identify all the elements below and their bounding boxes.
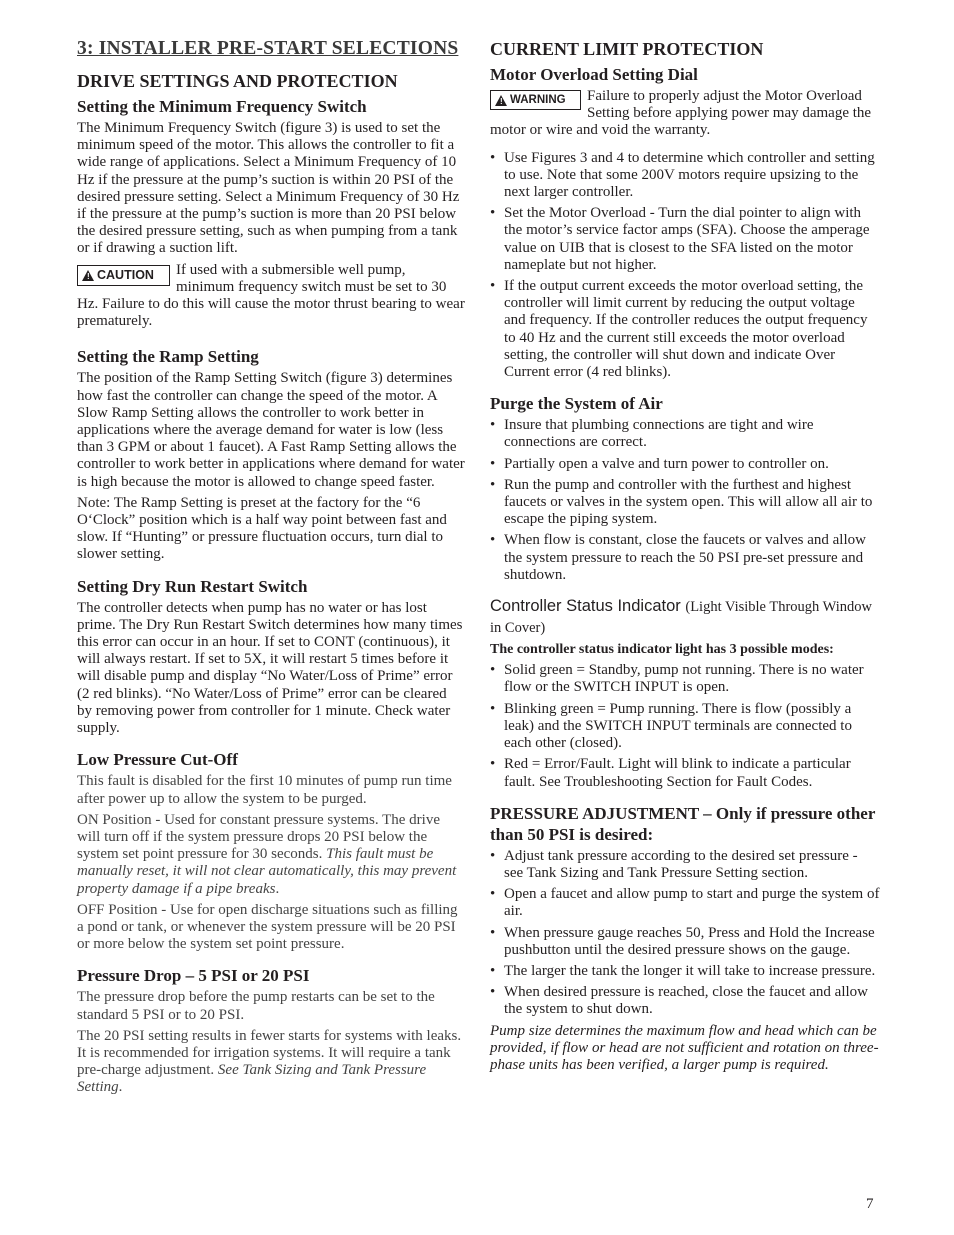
dry-run-heading: Setting Dry Run Restart Switch — [77, 576, 308, 596]
list-item: • Insure that plumbing connections are tight and wire connections are correct. — [490, 417, 814, 451]
min-frequency-heading: Setting the Minimum Frequency Switch — [77, 97, 367, 116]
caution-text: If used with a submersible well pump, minimum frequency switch must be set to 30 Hz. Failure to do this will cause the motor thrust bearing to wear prematurely. — [77, 261, 465, 330]
low-pressure-p1: This fault is disabled for the first 10 minutes of pump run time after power up to allow the system to be purged. — [77, 773, 452, 807]
low-pressure-heading: Low Pressure Cut-Off — [77, 750, 238, 770]
list-item: • Use Figures 3 and 4 to determine which controller and setting to use. Note that some 200V motors require upsizing to the next larger controller. — [490, 149, 875, 201]
low-pressure-p2-end: . — [275, 880, 280, 897]
caution-badge — [77, 265, 170, 286]
list-item: • Run the pump and controller with the furthest and highest faucets or valves in the system open. This will allow all air to escape the piping system. — [490, 476, 873, 528]
right-column — [490, 38, 880, 1078]
list-item: • The larger the tank the longer it will take to increase pressure. — [490, 962, 876, 979]
pressure-adjustment-list — [490, 848, 880, 1019]
status-lead: The controller status indicator light has 3 possible modes: — [490, 642, 834, 658]
pressure-adjustment-heading: PRESSURE ADJUSTMENT – Only if pressure other than 50 PSI is desired: — [490, 803, 876, 844]
pressure-drop-p2 — [77, 1028, 465, 1097]
status-heading-text: Controller Status Indicator — [490, 597, 681, 616]
min-frequency-body: The Minimum Frequency Switch (figure 3) is used to set the minimum speed of the motor. This allows the controller to fit a wide range of applications. Select a Minimum Frequency of 10 Hz if the pressure at the pump’s suction is within 20 PSI of the desired pressure setting. Select a Minimum Frequency of 30 Hz if the pressure at the pump’s suction is more than 20 PSI below the desired pressure setting, such as when pumping from a tank or if drawing a suction lift. — [77, 120, 460, 257]
drive-settings-heading: DRIVE SETTINGS AND PROTECTION — [77, 71, 398, 91]
list-item: • When pressure gauge reaches 50, Press and Hold the Increase pushbutton until the desired pressure shows on the gauge. — [490, 924, 875, 958]
list-item: • When flow is constant, close the faucets or valves and allow the system pressure to reach the 50 PSI pre-set pressure and shutdown. — [490, 532, 866, 583]
list-item: • Partially open a valve and turn power to controller on. — [490, 455, 829, 472]
pressure-drop-p2-end: . — [118, 1079, 123, 1096]
low-pressure-p3: OFF Position - Use for open discharge situations such as filling a pond or tank, or whenever the system pressure will be 20 PSI or more below the system set point pressure. — [77, 901, 458, 953]
low-pressure-p2 — [77, 812, 465, 898]
warning-triangle-icon: ! — [82, 270, 94, 281]
purge-heading: Purge the System of Air — [490, 394, 663, 414]
status-heading-sub: (Light Visible Through Window in Cover) — [490, 599, 872, 637]
warning-text: Failure to properly adjust the Motor Overload Setting before applying power may damage the motor or wire and void the warranty. — [490, 88, 872, 139]
pressure-drop-p2-italic: See Tank Sizing and Tank Pressure Setting — [77, 1062, 427, 1096]
warning-block — [490, 88, 880, 144]
pressure-drop-p2-text: The 20 PSI setting results in fewer starts for systems with leaks. It is recommended for irrigation systems. It will require a tank pre-charge adjustment. — [77, 1027, 462, 1079]
status-heading — [490, 596, 880, 638]
status-list — [490, 662, 880, 790]
warning-label: WARNING — [510, 94, 566, 106]
list-item: • Open a faucet and allow pump to start and purge the system of air. — [490, 886, 880, 920]
purge-list — [490, 417, 880, 584]
warning-triangle-icon: ! — [495, 95, 507, 106]
list-item: • Blinking green = Pump running. There is flow (possibly a leak) and the SWITCH INPUT terminals are connected to each other (closed). — [490, 700, 852, 752]
section-title: 3: INSTALLER PRE-START SELECTIONS — [77, 38, 459, 59]
current-limit-heading: CURRENT LIMIT PROTECTION — [490, 39, 764, 59]
caution-block — [77, 262, 465, 335]
pump-size-note: Pump size determines the maximum flow and head which can be provided, if flow or head are not sufficient and rotation on three-phase units has been verified, a larger pump is required. — [490, 1022, 879, 1073]
pressure-drop-heading: Pressure Drop – 5 PSI or 20 PSI — [77, 966, 310, 986]
list-item: • Solid green = Standby, pump not running. There is no water flow or the SWITCH INPUT is open. — [490, 662, 864, 696]
page-number: 7 — [866, 1196, 874, 1212]
list-item: • If the output current exceeds the motor overload setting, the controller will limit current by reducing the output voltage and frequency. If the controller reduces the output frequency to 40 Hz and the current still exceeds the motor overload setting, the controller will shut down and indicate Over Current error (4 red blinks). — [490, 278, 868, 381]
low-pressure-p2-italic: This fault must be manually reset, it will not clear automatically, this may prevent property damage if a pipe breaks — [77, 846, 457, 897]
list-item: • Adjust tank pressure according to the desired set pressure - see Tank Sizing and Tank Pressure Setting section. — [490, 847, 858, 881]
list-item: • Red = Error/Fault. Light will blink to indicate a particular fault. See Troubleshooting Section for Fault Codes. — [490, 756, 851, 790]
motor-overload-heading: Motor Overload Setting Dial — [490, 65, 698, 84]
low-pressure-p2-text: ON Position - Used for constant pressure systems. The drive will turn off if the system pressure drops 20 PSI below the system set point pressure for 30 seconds. — [77, 811, 441, 863]
pressure-drop-p1: The pressure drop before the pump restarts can be set to the standard 5 PSI or to 20 PSI. — [77, 989, 435, 1023]
ramp-heading: Setting the Ramp Setting — [77, 347, 259, 367]
list-item: • Set the Motor Overload - Turn the dial pointer to align with the motor’s service factor amps (SFA). Choose the amperage value on UIB that is closest to the SFA listed on the motor nameplate but not higher. — [490, 205, 870, 273]
overload-list — [490, 150, 880, 382]
warning-badge — [490, 90, 581, 110]
ramp-body: The position of the Ramp Setting Switch (figure 3) determines how fast the controller can change the speed of the motor. A Slow Ramp Setting allows the controller to work better in applications where the average demand for water is low (less than 3 GPM or about 1 faucet). A Fast Ramp Setting allows the controller to work better in applications where demand for water is high because the motor is allowed to change speed faster. — [77, 370, 465, 490]
caution-label: CAUTION — [97, 268, 154, 283]
list-item: • When desired pressure is reached, close the faucet and allow the system to shut down. — [490, 984, 869, 1018]
ramp-note: Note: The Ramp Setting is preset at the factory for the “6 O‘Clock” position which is a half way point between fast and slow. If “Hunting” or pressure fluctuation occurs, turn dial to slower setting. — [77, 494, 447, 563]
dry-run-body: The controller detects when pump has no water or has lost prime. The Dry Run Restart Switch determines how many times this error can occur in an hour. If set to CONT (continuous), it will always restart. If set to 5X, it will restart 5 times before it will disable pump and display “No Water/Loss of Prime” error (2 red blinks). “No Water/Loss of Prime” error can be cleared by removing power from controller for 1 minute. Check water supply. — [77, 599, 463, 737]
left-column — [77, 38, 465, 1101]
